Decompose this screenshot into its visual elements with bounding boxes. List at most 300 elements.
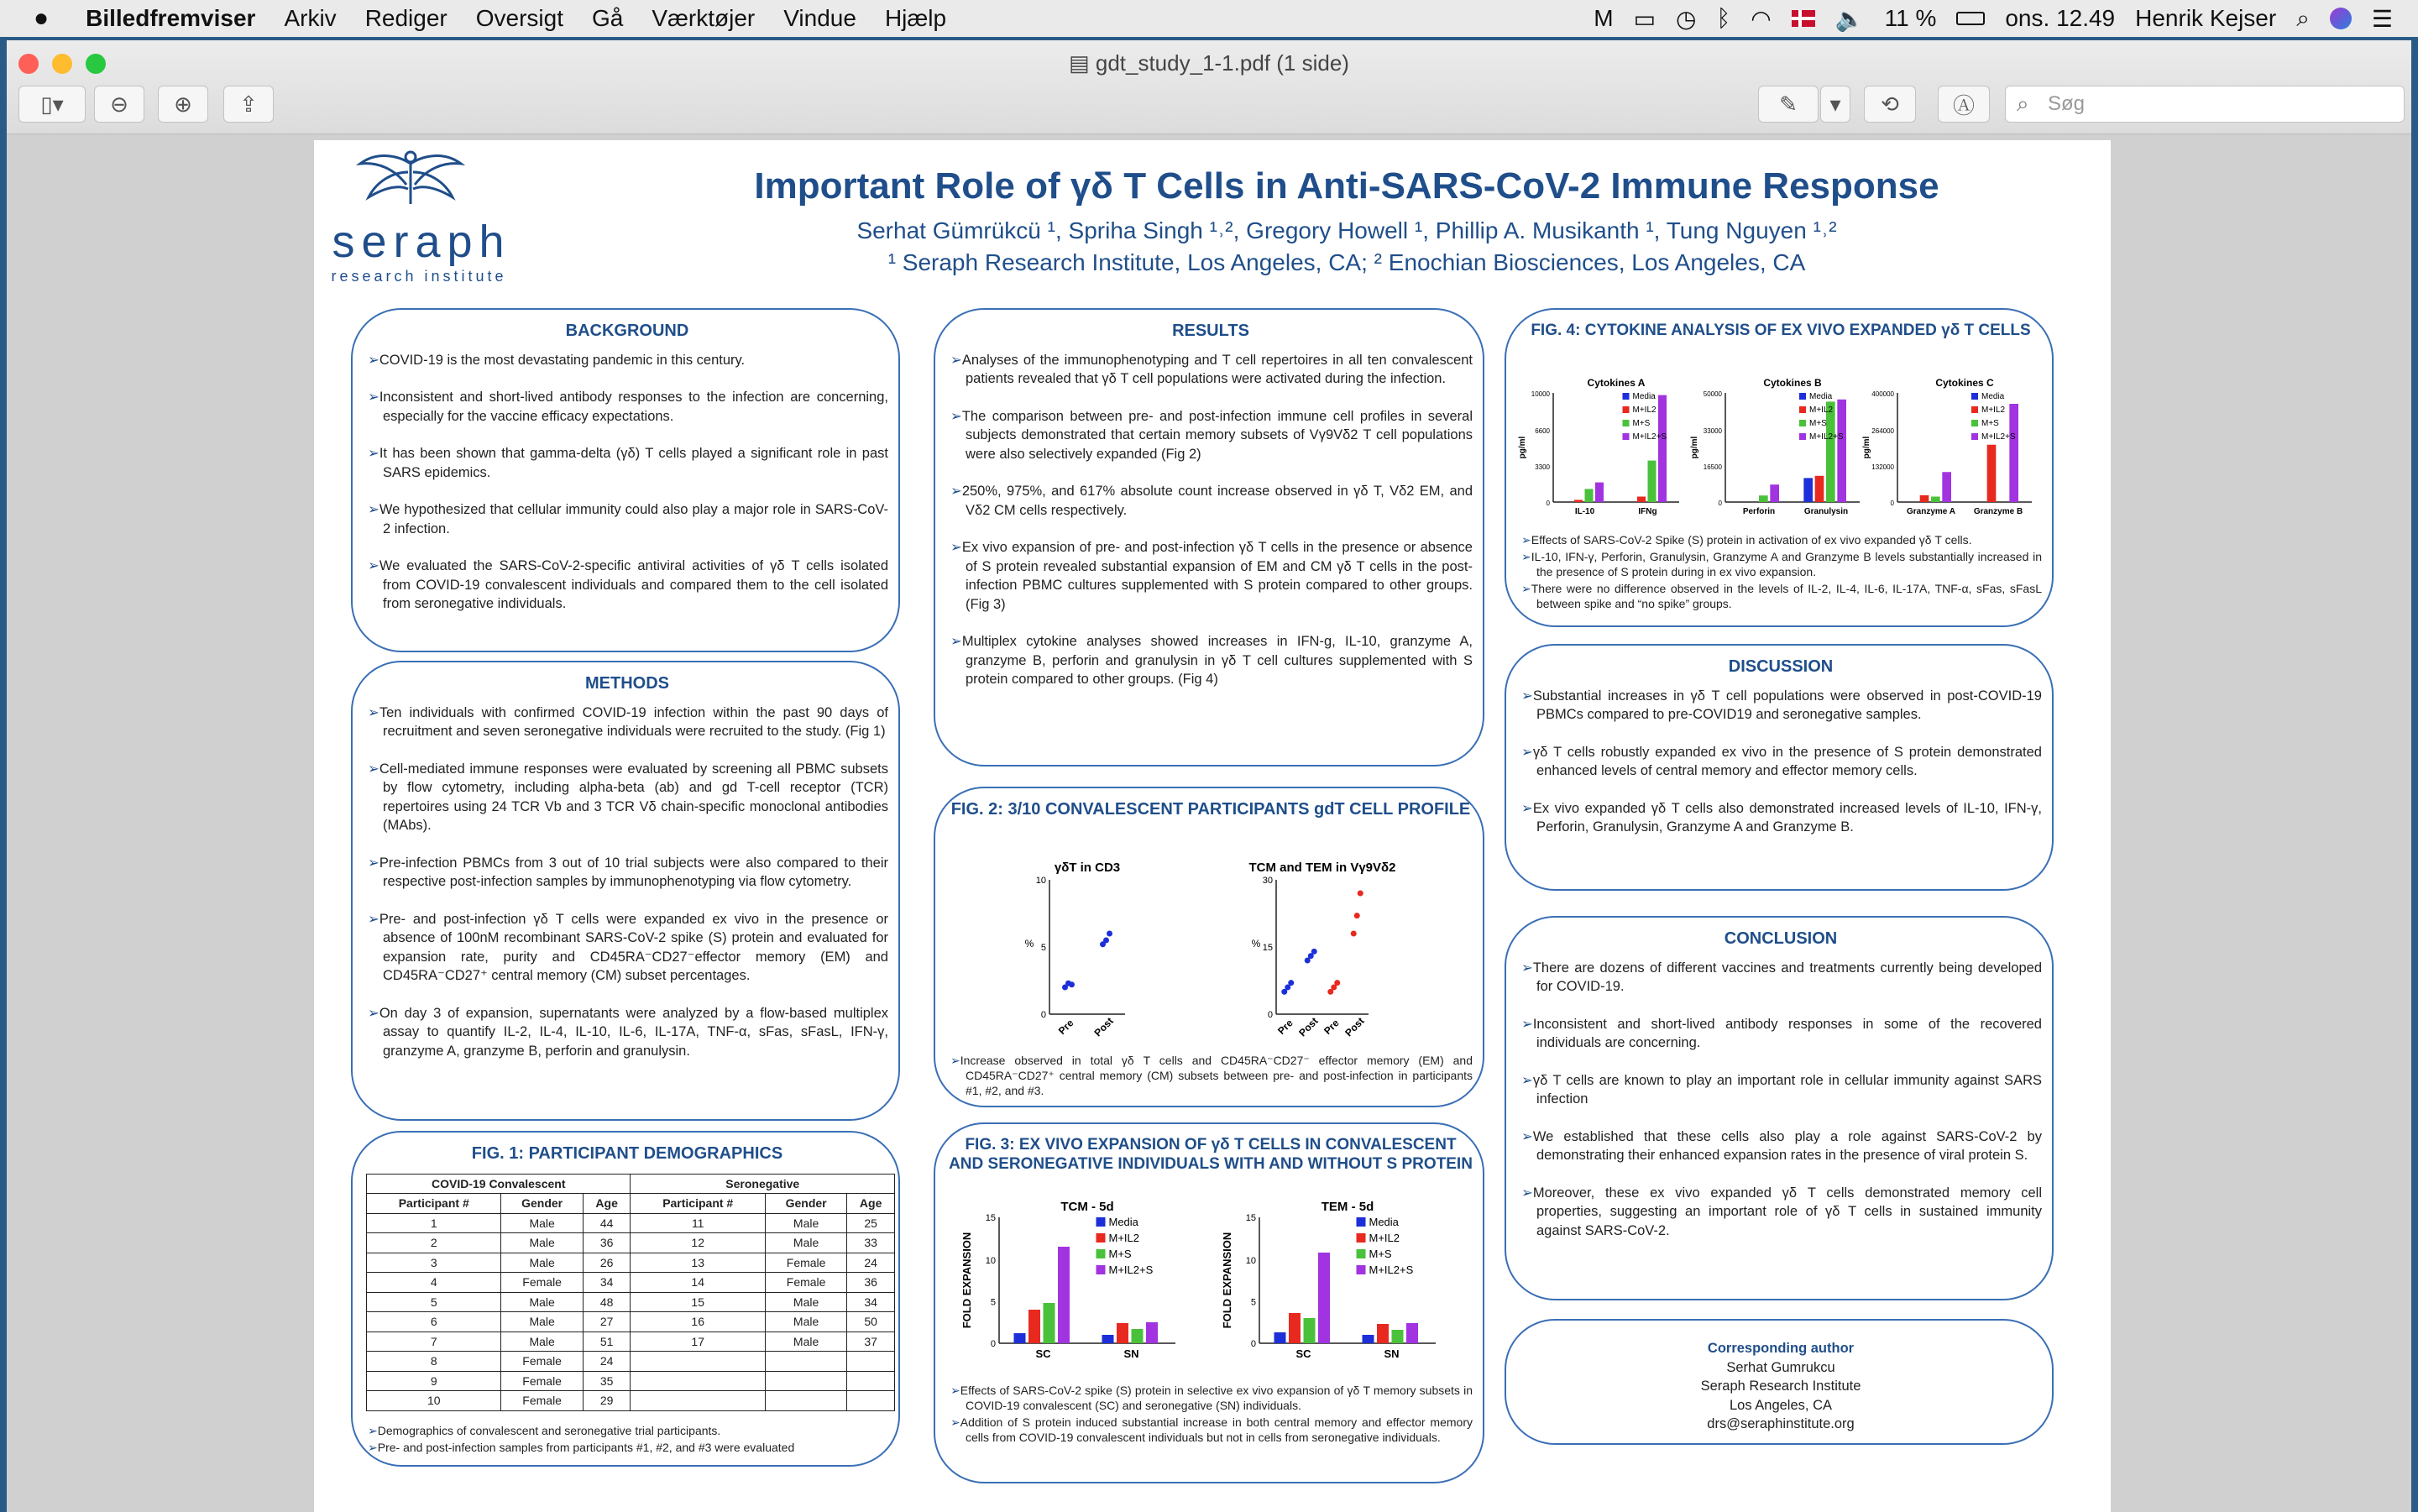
fig4-chart (1520, 351, 2040, 527)
table-cell: Female (765, 1253, 846, 1273)
discussion-item: ➢ Substantial increases in γδ T cell populations were observed in post-COVID-19 PBMCs compared to pre-COVID19 and seronegative samples. (1520, 687, 2042, 725)
legend-swatch (1357, 1217, 1366, 1227)
tick-label: 3300 (1535, 463, 1550, 471)
table-header: Participant # (367, 1194, 501, 1214)
methods-item: ➢ Pre- and post-infection γδ T cells were expanded ex vivo in the presence or absence of 100nM recombinant SARS-CoV-2 spike (S) protein and evaluated for expansion rate, purity and CD45RA⁻CD27⁻effector memory (EM) and CD45RA⁻CD27⁺ central memory (CM) subset percentages. (366, 910, 888, 986)
table-cell: Female (501, 1273, 583, 1293)
table-cell: 14 (631, 1273, 765, 1293)
table-row (367, 1312, 895, 1332)
bar (1377, 1324, 1389, 1343)
discussion-item: ➢ Ex vivo expanded γδ T cells also demonstrated increased levels of IL-10, IFN-γ, Perforin, Granulysin, Granzyme A and Granzyme B. (1520, 799, 2042, 837)
chart-title: γδT in CD3 (1054, 860, 1121, 875)
category-label: Pre (1055, 1016, 1076, 1037)
tick-label: 0 (990, 1339, 996, 1349)
chart-title: Cytokines A (1587, 376, 1646, 389)
table-cell (765, 1371, 846, 1391)
table-cell (847, 1352, 895, 1372)
markup-dropdown-button[interactable]: ▾ (1820, 86, 1850, 123)
bar (1920, 494, 1929, 501)
table-cell: 7 (367, 1332, 501, 1352)
legend-swatch (1971, 393, 1978, 400)
tick-label: 264000 (1871, 426, 1894, 435)
legend-label: M+IL2+S (1809, 432, 1844, 442)
tick-label: 132000 (1871, 463, 1894, 471)
table-row (367, 1391, 895, 1411)
methods-section (351, 661, 900, 1121)
menu-item-hjaelp[interactable]: Hjælp (884, 5, 947, 31)
bar (1102, 1335, 1114, 1343)
results-section (934, 308, 1484, 766)
table-cell: Male (501, 1292, 583, 1312)
logo-name: seraph (332, 217, 511, 267)
contact-line: Serhat Gumrukcu (1726, 1359, 1835, 1375)
fig4-note: ➢ There were no difference observed in the levels of IL-2, IL-4, IL-6, IL-17A, TNF-α, sFas, sFasL between spike and “no spike” groups. (1520, 581, 2042, 611)
legend-swatch (1623, 420, 1630, 426)
legend-swatch (1623, 406, 1630, 413)
table-cell: Female (501, 1352, 583, 1372)
table-cell (847, 1391, 895, 1411)
table-cell: 50 (847, 1312, 895, 1332)
menu-item-vaerktojer[interactable]: Værktøjer (652, 5, 756, 31)
data-point (1103, 937, 1109, 943)
menu-item-rediger[interactable]: Rediger (364, 5, 447, 31)
table-cell (631, 1391, 765, 1411)
data-point (1069, 981, 1075, 987)
bar (1826, 401, 1835, 502)
results-title: RESULTS (1172, 322, 1249, 340)
table-cell (631, 1352, 765, 1372)
category-label: IFNg (1638, 506, 1657, 516)
legend-label: Media (1632, 391, 1656, 401)
methods-item: ➢ On day 3 of expansion, supernatants were analyzed by a flow-based multiplex assay to quantify IL-2, IL-4, IL-10, IL-6, IL-17A, TNF-α, sFas, sFasL, IFN-γ, granzyme A, granzyme B, perforin and granulysin. (366, 1004, 888, 1061)
legend-label: M+IL2+S (1369, 1263, 1414, 1276)
conclusion-item: ➢ γδ T cells are known to play an important role in cellular immunity against SARS infection (1520, 1071, 2042, 1109)
bar (1028, 1310, 1040, 1343)
table-row (367, 1273, 895, 1293)
table-header: Participant # (631, 1194, 765, 1214)
table-header: Gender (501, 1194, 583, 1214)
fig4-note: ➢ IL-10, IFN-γ, Perforin, Granulysin, Granzyme A and Granzyme B levels substantially increased in the presence of S protein during in ex vivo expansion. (1520, 549, 2042, 579)
battery-percent[interactable]: 11 % (1884, 5, 1937, 31)
legend-label: M+IL2+S (1981, 432, 2016, 442)
contact-line: drs@seraphinstitute.org (1707, 1416, 1855, 1431)
fig1-note: ➢ Pre- and post-infection samples from participants #1, #2, and #3 were evaluated (366, 1440, 888, 1455)
category-label: Post (1342, 1014, 1367, 1039)
conclusion-section (1505, 916, 2054, 1300)
tick-label: 30 (1262, 875, 1273, 886)
tick-label: 0 (1040, 1009, 1046, 1020)
discussion-item: ➢ γδ T cells robustly expanded ex vivo in the presence of S protein demonstrated enhanced levels of central memory and effector memory cells. (1520, 743, 2042, 781)
table-cell: 27 (583, 1312, 631, 1332)
battery-icon[interactable] (1956, 12, 1985, 25)
bar (1146, 1322, 1158, 1343)
menu-item-vindue[interactable]: Vindue (783, 5, 856, 31)
table-cell: 48 (583, 1292, 631, 1312)
bar (1304, 1318, 1316, 1343)
poster-title: Important Role of γδ T Cells in Anti-SARS-CoV-2 Immune Response (754, 165, 1939, 207)
bar (1837, 399, 1846, 501)
fig2-title: FIG. 2: 3/10 CONVALESCENT PARTICIPANTS gdT CELL PROFILE (950, 800, 1471, 819)
table-cell: 3 (367, 1253, 501, 1273)
tick-label: 5 (1040, 942, 1046, 953)
title-bar (7, 40, 2411, 134)
legend-swatch (1357, 1233, 1366, 1243)
bar (1392, 1330, 1404, 1343)
fig4-section (1505, 308, 2054, 627)
legend-label: M+IL2 (1369, 1232, 1400, 1244)
bar (1759, 495, 1768, 502)
poster-page (314, 140, 2111, 1512)
wifi-icon[interactable]: ◠ (1751, 5, 1772, 32)
table-cell: 15 (631, 1292, 765, 1312)
bar (1117, 1323, 1128, 1343)
tick-label: 10 (985, 1256, 996, 1266)
fig4-title: FIG. 4: CYTOKINE ANALYSIS OF EX VIVO EXPANDED γδ T CELLS (1531, 322, 2031, 339)
table-cell: Male (765, 1332, 846, 1352)
category-label: SN (1384, 1347, 1400, 1360)
tick-label: 33000 (1703, 426, 1722, 435)
legend-label: M+S (1981, 418, 1999, 428)
table-row (367, 1292, 895, 1312)
poster-affiliations: ¹ Seraph Research Institute, Los Angeles, CA; ² Enochian Biosciences, Los Angeles, CA (887, 249, 1806, 275)
window-title-text: gdt_study_1-1.pdf (1 side) (1095, 50, 1349, 76)
fig1-note: ➢ Demographics of convalescent and seronegative trial participants. (366, 1423, 888, 1438)
bar (1058, 1247, 1070, 1343)
chart-title: TCM and TEM in Vγ9Vδ2 (1248, 860, 1396, 875)
table-cell: 1 (367, 1213, 501, 1233)
danish-flag-icon[interactable] (1792, 10, 1815, 27)
markup-toolbar-button[interactable]: Ⓐ (1938, 86, 1990, 123)
data-point (1351, 930, 1357, 936)
table-cell: 33 (847, 1233, 895, 1253)
malwarebytes-icon[interactable]: M (1594, 5, 1614, 31)
legend-swatch (1096, 1265, 1106, 1274)
category-label: Granulysin (1803, 506, 1849, 516)
conclusion-item: ➢ There are dozens of different vaccines and treatments currently being developed for COVID-19. (1520, 959, 2042, 997)
bar (1815, 475, 1824, 501)
fig3-section (934, 1122, 1484, 1483)
siri-icon[interactable] (2330, 8, 2352, 29)
tick-label: 15 (985, 1213, 996, 1223)
results-item: ➢ Ex vivo expansion of pre- and post-infection γδ T cells in the presence or absence of S protein revealed substantial expansion of EM and CM γδ T cells in the post-infection PBMC cultures supplemented with S protein compared to other groups. (Fig 3) (949, 538, 1473, 614)
fig1-section (351, 1131, 900, 1467)
chart-title: Cytokines B (1763, 376, 1822, 389)
table-cell (765, 1391, 846, 1411)
y-axis-label: pg/ml (1518, 436, 1527, 458)
fig2-chart (949, 829, 1469, 1048)
menu-item-oversigt[interactable]: Oversigt (475, 5, 563, 31)
legend-swatch (1971, 406, 1978, 413)
legend-swatch (1623, 393, 1630, 400)
table-cell: 9 (367, 1371, 501, 1391)
results-item: ➢ Multiplex cytokine analyses showed increases in IFN-g, IL-10, granzyme A, granzyme B, perforin and granulysin in γδ T cell cultures supplemented with S protein compared to other groups. (Fig 4) (949, 632, 1473, 689)
table-cell: 12 (631, 1233, 765, 1253)
table-cell: Female (501, 1391, 583, 1411)
table-cell: Male (501, 1213, 583, 1233)
volume-icon[interactable]: 🔈 (1834, 5, 1865, 32)
document-area[interactable] (7, 135, 2411, 1512)
rotate-button[interactable]: ⟲ (1864, 86, 1916, 123)
table-header: Age (847, 1194, 895, 1214)
data-point (1358, 890, 1363, 896)
table-cell (765, 1352, 846, 1372)
legend-label: M+S (1632, 418, 1651, 428)
table-cell: 29 (583, 1391, 631, 1411)
background-item: ➢ COVID-19 is the most devastating pandemic in this century. (366, 351, 888, 370)
airplay-icon[interactable]: ▭ (1633, 5, 1656, 32)
apple-icon[interactable]: ● (34, 4, 50, 32)
tick-label: 0 (1890, 499, 1894, 507)
fig2-note (949, 1053, 1473, 1098)
data-point (1107, 930, 1112, 936)
table-cell: 11 (631, 1213, 765, 1233)
contact-section (1505, 1319, 2054, 1445)
sidebar-toggle-button[interactable]: ▯▾ (18, 86, 86, 123)
tick-label: 0 (1546, 499, 1550, 507)
bar (1406, 1323, 1418, 1343)
tick-label: 15 (1262, 942, 1273, 953)
search-input[interactable]: Søg (2005, 86, 2405, 123)
zoom-out-button[interactable]: ⊖ (94, 86, 144, 123)
contact-line: Los Angeles, CA (1730, 1397, 1832, 1413)
bar (1132, 1329, 1144, 1343)
bar (1658, 395, 1667, 501)
legend-swatch (1096, 1249, 1106, 1258)
table-cell: 16 (631, 1312, 765, 1332)
bar (2009, 404, 2018, 502)
document-icon: ▤ (1069, 50, 1096, 76)
table-header: Gender (765, 1194, 846, 1214)
legend-swatch (1799, 420, 1806, 426)
table-group-header: COVID-19 Convalescent (367, 1174, 631, 1194)
tick-label: 400000 (1871, 390, 1894, 398)
bar (1044, 1303, 1055, 1343)
bar (1289, 1313, 1301, 1343)
table-cell: 2 (367, 1233, 501, 1253)
category-label: Post (1296, 1014, 1321, 1039)
discussion-title: DISCUSSION (1728, 657, 1834, 676)
fig3-notes (949, 1383, 1473, 1445)
data-point (1311, 948, 1317, 954)
fig4-note: ➢ Effects of SARS-CoV-2 Spike (S) protein in activation of ex vivo expanded γδ T cells. (1520, 532, 2042, 547)
table-cell: Male (765, 1292, 846, 1312)
logo-subtitle: research institute (331, 268, 507, 285)
legend-swatch (1096, 1217, 1106, 1227)
table-cell: Male (501, 1233, 583, 1253)
notification-center-icon[interactable]: ☰ (2371, 5, 2393, 32)
table-cell: Male (501, 1312, 583, 1332)
table-cell: 34 (583, 1273, 631, 1293)
share-button[interactable]: ⇪ (223, 86, 274, 123)
chart-title: TEM - 5d (1321, 1200, 1374, 1214)
contact-title: Corresponding author (1707, 1341, 1855, 1356)
discussion-section (1505, 644, 2054, 891)
poster-authors: Serhat Gümrükcü ¹, Spriha Singh ¹˒², Gregory Howell ¹, Phillip A. Musikanth ¹, Tung Nguyen ¹˒² (856, 217, 1837, 243)
table-cell: Female (765, 1273, 846, 1293)
legend-label: Media (1809, 391, 1833, 401)
tick-label: 10000 (1531, 390, 1550, 398)
spotlight-icon[interactable]: ⌕ (2296, 4, 2310, 31)
y-axis-label: pg/ml (1862, 436, 1871, 458)
conclusion-item: ➢ Moreover, these ex vivo expanded γδ T cells demonstrated memory cell properties, suggesting an important role of γδ T cells in sustained immunity against SARS-CoV-2. (1520, 1184, 2042, 1241)
bar (1987, 444, 1997, 501)
clock[interactable]: ons. 12.49 (2005, 5, 2116, 31)
table-cell: 17 (631, 1332, 765, 1352)
table-cell: 36 (847, 1273, 895, 1293)
contact-line: Seraph Research Institute (1700, 1379, 1861, 1394)
background-title: BACKGROUND (565, 322, 689, 340)
results-item: ➢ Analyses of the immunophenotyping and T cell repertoires in all ten convalescent patients revealed that γδ T cell populations were activated during the infection. (949, 351, 1473, 389)
category-label: Perforin (1742, 506, 1776, 516)
bar (1942, 472, 1951, 502)
table-row (367, 1352, 895, 1372)
results-item: ➢ The comparison between pre- and post-infection immune cell profiles in several subjects demonstrated that certain memory subsets of Vγ9Vδ2 T cell populations were also selectively expanded (Fig 2) (949, 407, 1473, 464)
background-item: ➢ It has been shown that gamma-delta (γδ) T cells played a significant role in past SARS epidemics. (366, 444, 888, 482)
table-cell: 51 (583, 1332, 631, 1352)
table-row (367, 1213, 895, 1233)
legend-label: M+IL2+S (1632, 432, 1667, 442)
table-cell: 4 (367, 1273, 501, 1293)
legend-swatch (1799, 406, 1806, 413)
table-cell: 24 (847, 1253, 895, 1273)
background-item: ➢ Inconsistent and short-lived antibody responses to the infection are concerning, especially for the vaccine efficacy expectations. (366, 388, 888, 426)
table-row (367, 1332, 895, 1352)
bar (1318, 1253, 1330, 1343)
chart-title: TCM - 5d (1060, 1200, 1114, 1214)
tick-label: 15 (1245, 1213, 1256, 1223)
menu-item-arkiv[interactable]: Arkiv (284, 5, 337, 31)
background-item: ➢ We evaluated the SARS-CoV-2-specific antiviral activities of γδ T cells isolated from COVID-19 convalescent individuals and compared them to the cell isolated from seronegative individuals. (366, 557, 888, 614)
legend-label: M+IL2 (1809, 405, 1834, 415)
fig2-note-text: ➢ Increase observed in total γδ T cells and CD45RA⁻CD27⁻ effector memory (EM) and CD45RA⁻CD27⁺ central memory (CM) subsets between pre- and post-infection in participants #1, #2, and #3. (949, 1053, 1473, 1098)
fig1-title: FIG. 1: PARTICIPANT DEMOGRAPHICS (471, 1144, 783, 1163)
tick-label: 0 (1267, 1009, 1273, 1020)
results-item: ➢ 250%, 975%, and 617% absolute count increase observed in γδ T, Vδ2 EM, and Vδ2 CM cells respectively. (949, 482, 1473, 520)
fig3-note: ➢ Addition of S protein induced substantial increase in both central memory and effector memory cells from COVID-19 convalescent individuals but not in cells from seronegative individuals. (949, 1415, 1473, 1445)
category-label: Granzyme B (1973, 506, 2023, 516)
category-label: SC (1295, 1347, 1311, 1360)
data-point (1288, 980, 1294, 986)
legend-swatch (1971, 420, 1978, 426)
table-cell: 24 (583, 1352, 631, 1372)
menu-bar (0, 0, 2418, 37)
legend-swatch (1357, 1249, 1366, 1258)
table-cell: 44 (583, 1213, 631, 1233)
y-axis-label: % (1251, 937, 1261, 950)
chart-title: Cytokines C (1935, 376, 1994, 389)
zoom-in-button[interactable]: ⊕ (158, 86, 208, 123)
fig3-note: ➢ Effects of SARS-CoV-2 spike (S) protein in selective ex vivo expansion of γδ T memory subsets in COVID-19 convalescent (SC) and seronegative (SN) individuals. (949, 1383, 1473, 1413)
table-cell: 6 (367, 1312, 501, 1332)
markup-pen-button[interactable]: ✎ (1758, 86, 1819, 123)
legend-label: Media (1108, 1216, 1138, 1228)
table-cell: Male (501, 1332, 583, 1352)
legend-swatch (1623, 433, 1630, 440)
legend-swatch (1799, 433, 1806, 440)
legend-swatch (1971, 433, 1978, 440)
time-machine-icon[interactable]: ◷ (1676, 5, 1697, 32)
table-cell: Female (501, 1371, 583, 1391)
bar (1803, 478, 1813, 502)
table-group-header: Seronegative (631, 1174, 895, 1194)
category-label: SC (1035, 1347, 1051, 1360)
bar (1931, 496, 1940, 502)
methods-title: METHODS (585, 674, 669, 693)
tick-label: 16500 (1703, 463, 1722, 471)
table-cell: Male (765, 1233, 846, 1253)
demographics-table (366, 1174, 895, 1411)
menu-app-name[interactable]: Billedfremviser (86, 5, 256, 31)
bluetooth-icon[interactable]: ᛒ (1716, 5, 1731, 31)
category-label: Pre (1275, 1016, 1295, 1037)
table-cell: 26 (583, 1253, 631, 1273)
tick-label: 5 (1250, 1297, 1256, 1308)
tick-label: 50000 (1703, 390, 1722, 398)
table-cell: 35 (583, 1371, 631, 1391)
bar (1363, 1335, 1374, 1343)
table-cell: 34 (847, 1292, 895, 1312)
fig1-notes (366, 1423, 888, 1455)
table-row (367, 1253, 895, 1273)
category-label: SN (1123, 1347, 1139, 1360)
legend-label: M+IL2 (1108, 1232, 1139, 1244)
conclusion-item: ➢ Inconsistent and short-lived antibody responses in some of the recovered individuals are concerning. (1520, 1015, 2042, 1053)
table-cell (847, 1371, 895, 1391)
data-point (1354, 913, 1360, 918)
bar (1014, 1333, 1026, 1343)
table-cell: 36 (583, 1233, 631, 1253)
fig2-section (934, 787, 1484, 1107)
search-icon: ⌕ (2017, 91, 2029, 116)
legend-label: M+IL2+S (1108, 1263, 1154, 1276)
legend-label: M+S (1809, 418, 1827, 428)
table-cell: Male (765, 1213, 846, 1233)
tick-label: 5 (990, 1297, 996, 1308)
legend-label: M+IL2 (1981, 405, 2006, 415)
bar (1648, 460, 1656, 501)
y-axis-label: FOLD EXPANSION (1221, 1232, 1233, 1329)
table-header: Age (583, 1194, 631, 1214)
preview-window (7, 40, 2411, 1511)
tick-label: 10 (1245, 1256, 1256, 1266)
legend-label: M+S (1369, 1248, 1392, 1260)
bar (1585, 489, 1594, 502)
fig3-title: FIG. 3: EX VIVO EXPANSION OF γδ T CELLS IN CONVALESCENT AND SERONEGATIVE INDIVIDUALS WITH AND WITHOUT S PROTEIN (949, 1136, 1473, 1173)
legend-label: M+IL2 (1632, 405, 1656, 415)
tick-label: 0 (1718, 499, 1722, 507)
tick-label: 10 (1035, 875, 1046, 886)
bar (1595, 482, 1604, 501)
table-row (367, 1371, 895, 1391)
legend-swatch (1096, 1233, 1106, 1243)
window-title (7, 50, 2411, 76)
table-cell: 10 (367, 1391, 501, 1411)
bar (1770, 484, 1779, 502)
category-label: Post (1091, 1014, 1116, 1039)
tick-label: 6600 (1535, 426, 1550, 435)
table-cell: Male (765, 1312, 846, 1332)
user-name[interactable]: Henrik Kejser (2135, 5, 2277, 31)
bar (1637, 496, 1646, 502)
legend-label: Media (1981, 391, 2005, 401)
table-cell: 5 (367, 1292, 501, 1312)
menu-item-ga[interactable]: Gå (592, 5, 624, 31)
bar (1274, 1332, 1286, 1343)
legend-swatch (1799, 393, 1806, 400)
bar (1574, 500, 1583, 502)
y-axis-label: FOLD EXPANSION (960, 1232, 973, 1329)
conclusion-item: ➢ We established that these cells also play a role against SARS-CoV-2 by demonstrating their enhanced expansion rates in the presence of viral protein S. (1520, 1127, 2042, 1165)
